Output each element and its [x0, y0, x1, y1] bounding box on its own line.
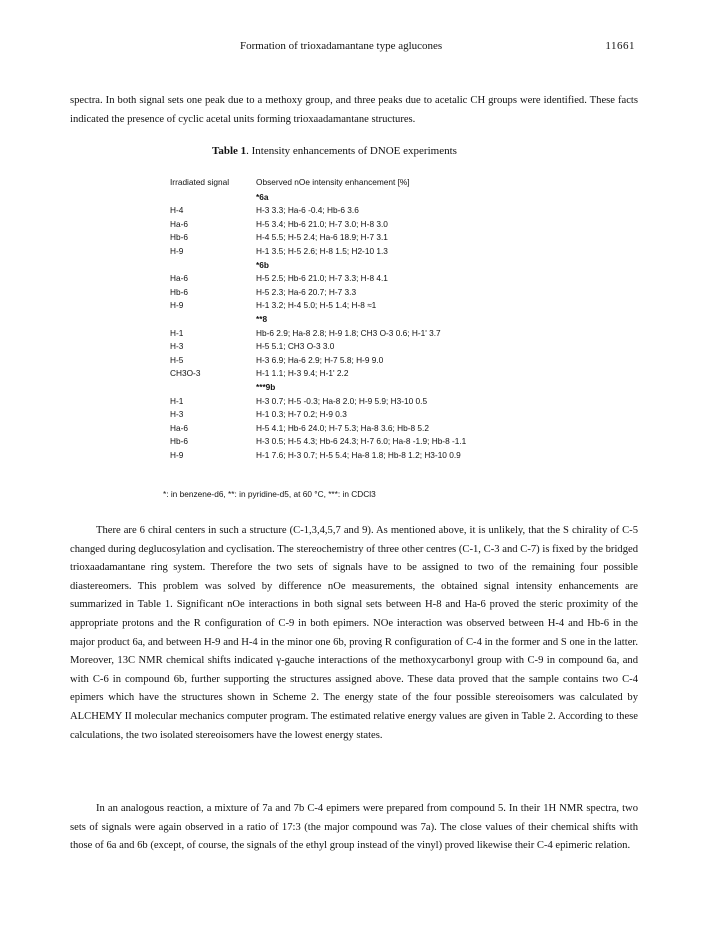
- table-caption: [212, 145, 457, 157]
- enhancement-cell: Hb-6 2.9; Ha-8 2.8; H-9 1.8; CH3 O-3 0.6; H-1' 3.7: [256, 327, 441, 338]
- table-row: [170, 422, 466, 436]
- table-row: [170, 204, 466, 218]
- table-row: [170, 408, 466, 422]
- irradiated-signal-cell: H-9: [170, 245, 184, 256]
- table-row: [170, 395, 466, 409]
- table-body: [170, 191, 466, 463]
- table-header-row: [170, 176, 466, 191]
- main-paragraph: There are 6 chiral centers in such a structure (C-1,3,4,5,7 and 9). As mentioned above, it is unlikely, that the S chirality of C-5 changed during deglucosylation and cyclisation. The stereochemistry of three other centres (C-1, C-3 and C-7) is fixed by the bridged trioxaadamantane ring system. Therefore the two sets of signals have to be assigned to two of the remaining four possible diastereomers. This problem was solved by difference nOe measurements, the obtained signal intensity enhancements are summarized in Table 1. Significant nOe interactions in both signal sets between H-8 and Ha-6 proved the steric proximity of the appropriate protons and the R configuration of C-9 in both epimers. NOe interaction was observed between H-4 and Hb-6 in the major product 6a, and between H-9 and H-4 in the minor one 6b, proving R configuration of C-4 in the former and S one in the latter. Moreover, 13C NMR chemical shifts indicated γ-gauche interactions of the methoxycarbonyl group with C-9 in compound 6a, and with C-6 in compound 6b, further supporting the structures assigned above. These data proved that the sample contains two C-4 epimers which have the structures shown in Scheme 2. The energy state of the four possible stereoisomers was calculated by ALCHEMY II molecular mechanics computer program. The estimated relative energy values are given in Table 2. According to these calculations, the two isolated stereoisomers have the lowest energy states.: [70, 525, 638, 741]
- column-header: Irradiated signal: [170, 177, 230, 187]
- irradiated-signal-cell: H-4: [170, 205, 184, 216]
- table-row: [170, 299, 466, 313]
- table-row: [170, 449, 466, 463]
- table-row: [170, 435, 466, 449]
- running-title: Formation of trioxadamantane type aglucones: [240, 40, 443, 52]
- enhancement-cell: H-5 3.4; Hb-6 21.0; H-7 3.0; H-8 3.0: [256, 218, 388, 229]
- page-number: 11661: [605, 40, 635, 52]
- empty-cell: [170, 313, 256, 327]
- irradiated-signal-cell: Hb-6: [170, 436, 188, 447]
- compound-row: [170, 381, 466, 395]
- irradiated-signal-cell: H-9: [170, 449, 184, 460]
- irradiated-signal-cell: H-3: [170, 341, 184, 352]
- irradiated-signal-cell: Ha-6: [170, 273, 188, 284]
- noe-table: [170, 176, 466, 462]
- enhancement-cell: H-4 5.5; H-5 2.4; Ha-6 18.9; H-7 3.1: [256, 232, 388, 243]
- irradiated-signal-cell: H-5: [170, 354, 184, 365]
- enhancement-cell: H-3 6.9; Ha-6 2.9; H-7 5.8; H-9 9.0: [256, 354, 384, 365]
- empty-cell: [170, 191, 256, 205]
- compound-row: [170, 313, 466, 327]
- irradiated-signal-cell: Hb-6: [170, 232, 188, 243]
- page-header: [70, 40, 641, 56]
- enhancement-cell: H-1 3.2; H-4 5.0; H-5 1.4; H-8 ≈1: [256, 300, 377, 311]
- enhancement-cell: H-5 2.3; Ha-6 20.7; H-7 3.3: [256, 286, 357, 297]
- table-footnote: *: in benzene-d6, **: in pyridine-d5, at 60 °C, ***: in CDCl3: [163, 489, 376, 499]
- irradiated-signal-cell: H-9: [170, 300, 184, 311]
- compound-row: [170, 191, 466, 205]
- table-row: [170, 286, 466, 300]
- table-row: [170, 340, 466, 354]
- irradiated-signal-cell: Ha-6: [170, 422, 188, 433]
- table-row: [170, 354, 466, 368]
- enhancement-cell: H-1 1.1; H-3 9.4; H-1' 2.2: [256, 368, 349, 379]
- compound-label: ***9b: [256, 381, 276, 392]
- next-paragraph: In an analogous reaction, a mixture of 7a and 7b C-4 epimers were prepared from compound 5. In their 1H NMR spectra, two sets of signals were again observed in a ratio of 17:3 (the major compound was 7a). The close values of their chemical shifts with those of 6a and 6b (except, of course, the signals of the ethyl group instead of the vinyl) proved likewise their C-4 epimeric relation.: [70, 803, 638, 852]
- enhancement-cell: H-5 4.1; Hb-6 24.0; H-7 5.3; Ha-8 3.6; Hb-8 5.2: [256, 422, 429, 433]
- enhancement-cell: H-3 0.7; H-5 -0.3; Ha-8 2.0; H-9 5.9; H3-10 0.5: [256, 395, 428, 406]
- irradiated-signal-cell: H-3: [170, 409, 184, 420]
- enhancement-cell: H-1 0.3; H-7 0.2; H-9 0.3: [256, 409, 347, 420]
- irradiated-signal-cell: CH3O-3: [170, 368, 201, 379]
- enhancement-cell: H-3 0.5; H-5 4.3; Hb-6 24.3; H-7 6.0; Ha-8 -1.9; Hb-8 -1.1: [256, 436, 467, 447]
- enhancement-cell: H-1 7.6; H-3 0.7; H-5 5.4; Ha-8 1.8; Hb-8 1.2; H3-10 0.9: [256, 449, 461, 460]
- table-row: [170, 367, 466, 381]
- enhancement-cell: H-3 3.3; Ha-6 -0.4; Hb-6 3.6: [256, 205, 359, 216]
- irradiated-signal-cell: Ha-6: [170, 218, 188, 229]
- enhancement-cell: H-5 5.1; CH3 O-3 3.0: [256, 341, 335, 352]
- irradiated-signal-cell: H-1: [170, 327, 184, 338]
- enhancement-cell: H-1 3.5; H-5 2.6; H-8 1.5; H2-10 1.3: [256, 245, 388, 256]
- column-header: Observed nOe intensity enhancement [%]: [256, 177, 410, 187]
- table-caption-text: . Intensity enhancements of DNOE experiments: [246, 145, 457, 157]
- table-row: [170, 272, 466, 286]
- compound-label: *6a: [256, 191, 269, 202]
- table-row: [170, 231, 466, 245]
- table-row: [170, 218, 466, 232]
- table-row: [170, 327, 466, 341]
- irradiated-signal-cell: Hb-6: [170, 286, 188, 297]
- compound-label: *6b: [256, 259, 269, 270]
- empty-cell: [170, 259, 256, 273]
- compound-row: [170, 259, 466, 273]
- enhancement-cell: H-5 2.5; Hb-6 21.0; H-7 3.3; H-8 4.1: [256, 273, 388, 284]
- compound-label: **8: [256, 313, 268, 324]
- table-row: [170, 245, 466, 259]
- irradiated-signal-cell: H-1: [170, 395, 184, 406]
- empty-cell: [170, 381, 256, 395]
- table-label: Table 1: [212, 145, 247, 157]
- intro-paragraph: spectra. In both signal sets one peak due to a methoxy group, and three peaks due to acetalic CH groups were identified. These facts indicated the presence of cyclic acetal units forming trioxaadamantane structures.: [70, 95, 638, 125]
